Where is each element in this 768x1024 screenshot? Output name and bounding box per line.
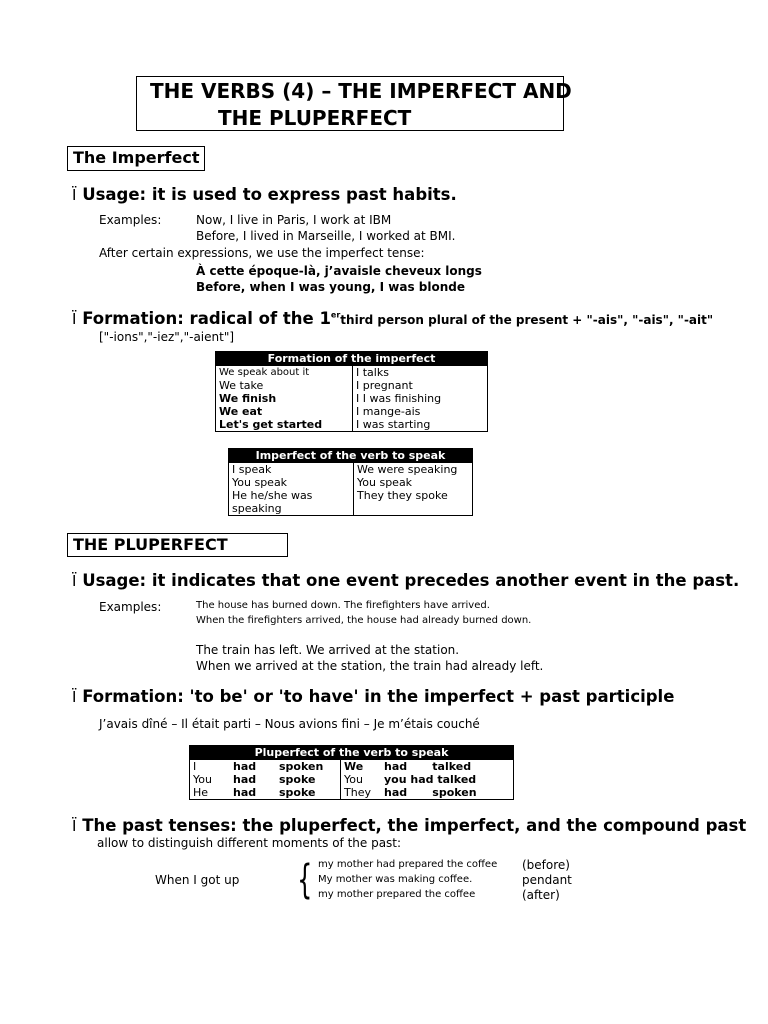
table-row — [229, 489, 473, 516]
table-cell: I was starting — [356, 418, 431, 431]
table-row — [229, 463, 473, 476]
table-cell: He — [193, 786, 209, 799]
table-cell: We finish — [216, 392, 353, 405]
example-line: When we arrived at the station, the train had already left. — [196, 659, 544, 673]
imperfect-speak-table — [228, 448, 473, 516]
formation-main-text: Formation: radical of the 1 — [82, 309, 331, 328]
bullet-icon: Ï — [72, 310, 77, 328]
moment-text: my mother had prepared the coffee — [318, 859, 498, 870]
moment-tag: (before) — [522, 858, 570, 872]
table-row — [216, 392, 488, 405]
formation-table-header: Formation of the imperfect — [216, 352, 488, 367]
table-cell: We eat — [216, 405, 353, 418]
pluperfect-section-label: THE PLUPERFECT — [73, 535, 228, 554]
table-row — [216, 379, 488, 392]
example-line: Before, I lived in Marseille, I worked at BMI. — [196, 229, 456, 243]
table-row — [216, 405, 488, 418]
table-cell: spoke — [276, 786, 341, 800]
pluperfect-formation-heading — [72, 687, 674, 706]
table-cell: We — [344, 760, 364, 773]
formation-superscript: er — [330, 310, 341, 320]
bullet-icon: Ï — [72, 817, 77, 835]
table-cell: I mange-ais — [356, 405, 421, 418]
pluperfect-formation-text: Formation: 'to be' or 'to have' in the imperfect + past participle — [82, 687, 675, 706]
imperfect-usage-heading — [72, 185, 457, 204]
table-cell: talked — [432, 760, 472, 773]
table-cell: You speak — [357, 476, 413, 489]
french-examples-line: J’avais dîné – Il était parti – Nous avions fini – Je m’étais couché — [99, 717, 480, 731]
table-cell: You speak — [229, 476, 354, 489]
imperfect-speak-table-header: Imperfect of the verb to speak — [229, 449, 473, 464]
example-line: Now, I live in Paris, I work at IBM — [196, 213, 392, 227]
table-cell: had — [233, 760, 257, 773]
imperfect-usage-text: Usage: it is used to express past habits. — [82, 185, 457, 204]
example-line: When the firefighters arrived, the house had already burned down. — [196, 615, 532, 626]
moment-text: My mother was making coffee. — [318, 874, 473, 885]
table-cell: We take — [216, 379, 353, 392]
left-brace: { — [297, 857, 313, 903]
table-cell: You — [344, 773, 363, 786]
pluperfect-speak-table — [189, 745, 514, 800]
page-title: THE VERBS (4) – THE IMPERFECT AND — [150, 79, 572, 103]
past-tenses-subtext: allow to distinguish different moments of the past: — [97, 836, 402, 850]
table-cell: I speak — [229, 463, 354, 476]
table-row — [190, 760, 514, 773]
bullet-icon: Ï — [72, 572, 77, 590]
table-cell: had — [233, 786, 257, 799]
table-cell: spoken — [276, 760, 341, 773]
table-cell: Let's get started — [216, 418, 353, 432]
imperfect-formation-heading — [72, 309, 713, 328]
table-cell: I pregnant — [356, 379, 413, 392]
table-row — [229, 476, 473, 489]
table-row — [216, 418, 488, 432]
after-expressions-text: After certain expressions, we use the imperfect tense: — [99, 246, 425, 260]
table-cell: I — [193, 760, 197, 773]
past-tenses-text: The past tenses: the pluperfect, the imperfect, and the compound past — [82, 816, 747, 835]
table-cell: He he/she was speaking — [229, 489, 354, 516]
when-label: When I got up — [155, 873, 240, 887]
table-cell: They they spoke — [357, 489, 448, 502]
english-example: Before, when I was young, I was blonde — [196, 280, 466, 294]
moment-tag: pendant — [522, 873, 572, 887]
pluperfect-speak-table-header: Pluperfect of the verb to speak — [190, 746, 514, 761]
table-cell: We were speaking — [357, 463, 458, 476]
table-cell: spoken — [432, 786, 477, 799]
table-cell: had — [384, 760, 408, 773]
examples-label: Examples: — [99, 600, 162, 614]
formation-table — [215, 351, 488, 432]
imperfect-section-label: The Imperfect — [73, 148, 200, 167]
table-cell: had — [233, 773, 257, 786]
table-cell: you had talked — [384, 773, 477, 786]
page-subtitle: THE PLUPERFECT — [218, 106, 412, 130]
french-example: À cette époque-là, j’avaisle cheveux longs — [196, 264, 482, 278]
moment-tag: (after) — [522, 888, 560, 902]
formation-rest-text: third person plural of the present + "-ais", "-ais", "-ait" — [340, 313, 714, 327]
bullet-icon: Ï — [72, 688, 77, 706]
table-cell: They — [344, 786, 371, 799]
past-tenses-heading — [72, 816, 746, 835]
table-cell: had — [384, 786, 408, 799]
table-cell: I talks — [356, 366, 389, 379]
moment-text: my mother prepared the coffee — [318, 889, 476, 900]
example-line: The train has left. We arrived at the station. — [196, 643, 460, 657]
formation-endings: ["-ions","-iez","-aient"] — [99, 330, 235, 344]
pluperfect-usage-text: Usage: it indicates that one event precedes another event in the past. — [82, 571, 740, 590]
table-row — [190, 786, 514, 800]
table-cell: I I was finishing — [356, 392, 442, 405]
pluperfect-usage-heading — [72, 571, 739, 590]
bullet-icon: Ï — [72, 186, 77, 204]
table-cell: We speak about it — [216, 366, 353, 379]
examples-label: Examples: — [99, 213, 162, 227]
example-line: The house has burned down. The firefighters have arrived. — [196, 600, 490, 611]
table-cell: You — [193, 773, 212, 786]
table-cell: spoke — [276, 773, 341, 786]
table-row — [190, 773, 514, 786]
table-row — [216, 366, 488, 379]
